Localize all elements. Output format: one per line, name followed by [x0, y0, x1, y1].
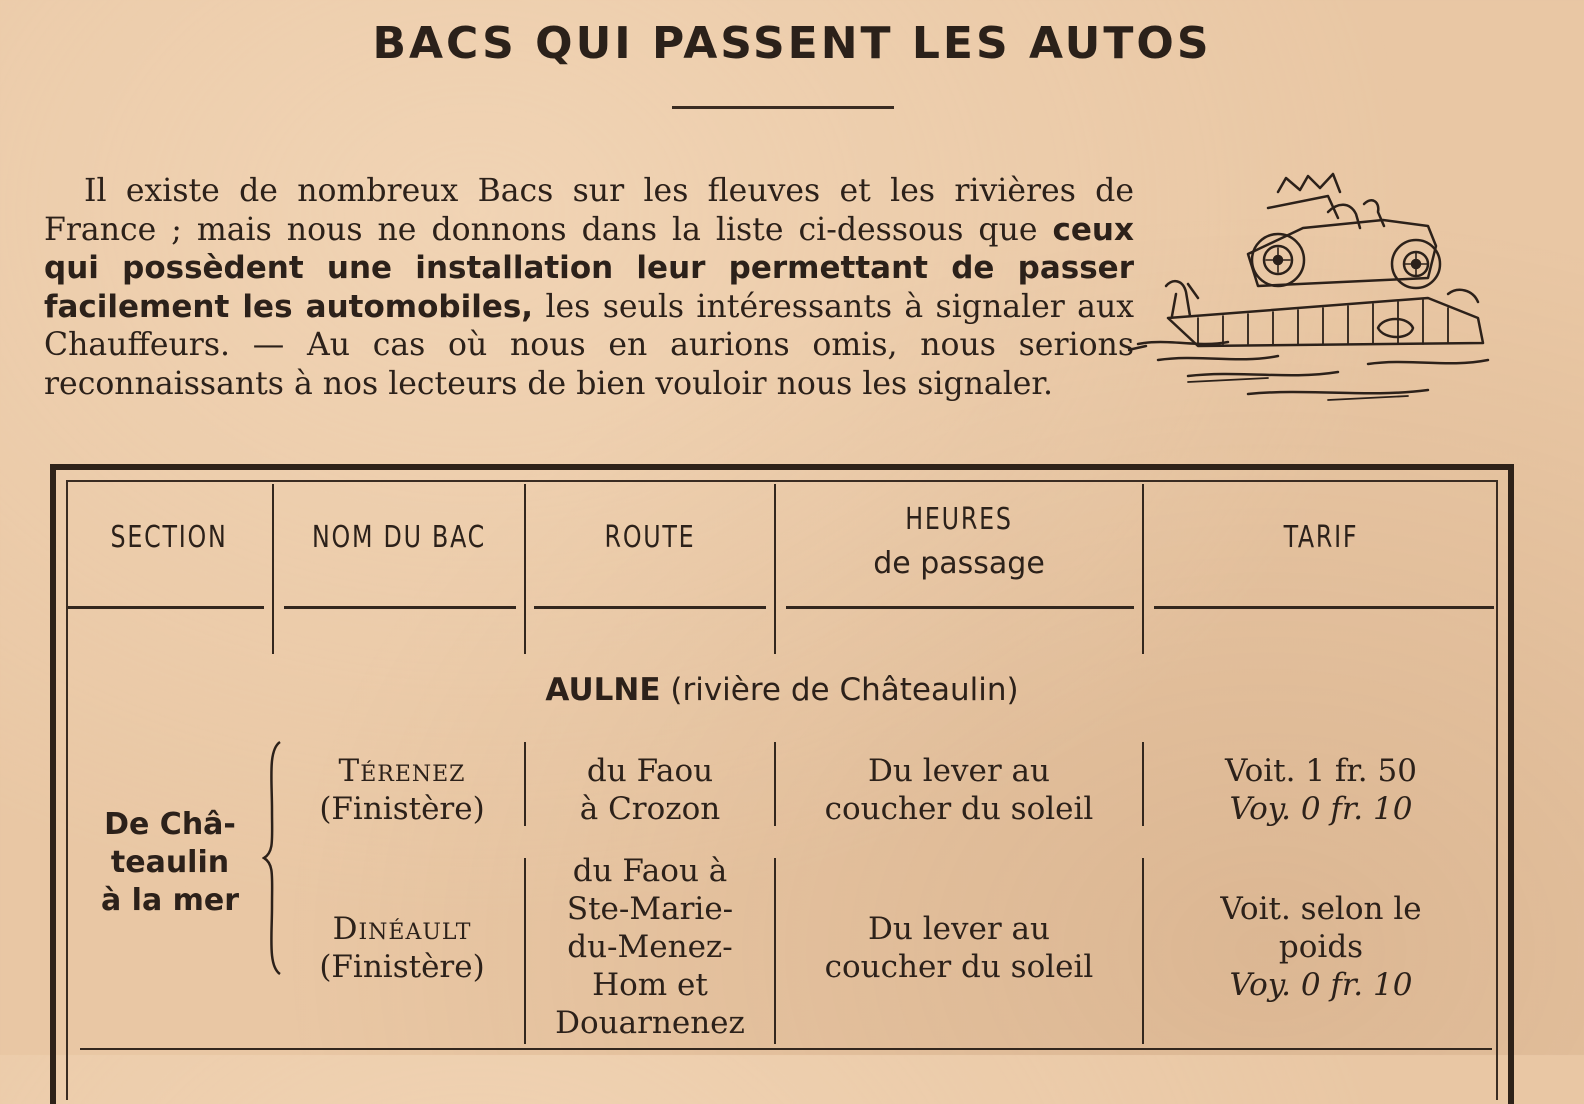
col-divider	[774, 484, 776, 654]
header-section: SECTION	[110, 520, 228, 555]
hours-line: coucher du soleil	[824, 949, 1094, 985]
header-route: ROUTE	[604, 520, 696, 555]
col-divider	[1142, 858, 1144, 1044]
tarif-voyageur: Voy. 0 fr. 10	[1229, 791, 1413, 827]
route-line: Hom et	[592, 967, 708, 1003]
car-on-ferry-icon	[1128, 168, 1518, 414]
section-line: De Châ-	[104, 807, 236, 842]
table-row-2-route	[528, 852, 772, 1042]
route-line: du-Menez-	[567, 929, 733, 965]
ferry-dept: (Finistère)	[319, 791, 485, 827]
route-line: à Crozon	[579, 791, 721, 827]
table-row-1-heures	[778, 752, 1140, 828]
col-divider	[1142, 742, 1144, 826]
row-rule	[80, 1048, 1492, 1050]
route-line: Ste-Marie-	[566, 891, 734, 927]
river-name: AULNE	[545, 672, 661, 708]
col-divider	[1142, 484, 1144, 654]
header-rule	[284, 606, 516, 609]
col-divider	[524, 742, 526, 826]
col-divider	[774, 858, 776, 1044]
table-row-2-tarif	[1146, 890, 1496, 1004]
table-row-1-nom	[284, 752, 520, 828]
tarif-voyageur: Voy. 0 fr. 10	[1229, 967, 1413, 1003]
header-heures: HEURES	[905, 502, 1013, 537]
river-heading	[66, 672, 1498, 708]
ferry-name: Dinéault	[332, 911, 472, 947]
intro-bold-text: ceux qui possèdent une installation leur permettant de passer facilement les automobiles,	[44, 211, 1134, 325]
section-label	[80, 806, 260, 920]
route-line: du Faou à	[572, 853, 728, 889]
col-divider	[524, 484, 526, 654]
tarif-line: Voit. selon le	[1220, 891, 1422, 927]
intro-text-2: les seuls intéressants à signaler aux Chauffeurs. — Au cas où nous en aurions omis, nous serions reconnaissants à nos lecteurs de bien vouloir nous les signaler.	[44, 288, 1134, 402]
title-divider	[672, 106, 894, 109]
header-rule	[534, 606, 766, 609]
tarif-line: poids	[1278, 929, 1364, 965]
tarif-line: Voit. 1 fr. 50	[1225, 753, 1417, 789]
col-divider	[524, 858, 526, 1044]
hours-line: Du lever au	[868, 753, 1050, 789]
table-row-1-tarif	[1146, 752, 1496, 828]
header-de-passage: de passage	[873, 546, 1045, 581]
hours-line: Du lever au	[868, 911, 1050, 947]
intro-text-1: Il existe de nombreux Bacs sur les fleuves et les rivières de France ; mais nous ne donnons dans la liste ci-dessous que	[44, 173, 1134, 248]
table-row-2-nom	[284, 910, 520, 986]
header-rule	[1154, 606, 1494, 609]
section-line: à la mer	[100, 883, 240, 918]
river-subtitle: (rivière de Châteaulin)	[660, 672, 1019, 708]
col-divider	[272, 484, 274, 654]
ferry-name: Térenez	[338, 753, 466, 789]
table-row-2-heures	[778, 910, 1140, 986]
header-rule	[786, 606, 1134, 609]
route-line: Douarnenez	[555, 1005, 745, 1041]
intro-paragraph	[44, 172, 1134, 403]
header-rule	[68, 606, 264, 609]
page-title: BACS QUI PASSENT LES AUTOS	[372, 18, 1212, 69]
header-nom-du-bac: NOM DU BAC	[312, 520, 486, 555]
section-brace	[262, 740, 284, 976]
ferry-dept: (Finistère)	[319, 949, 485, 985]
col-divider	[774, 742, 776, 826]
hours-line: coucher du soleil	[824, 791, 1094, 827]
section-line: teaulin	[110, 845, 230, 880]
header-tarif: TARIF	[1283, 520, 1359, 555]
route-line: du Faou	[586, 753, 714, 789]
table-row-1-route	[528, 752, 772, 828]
